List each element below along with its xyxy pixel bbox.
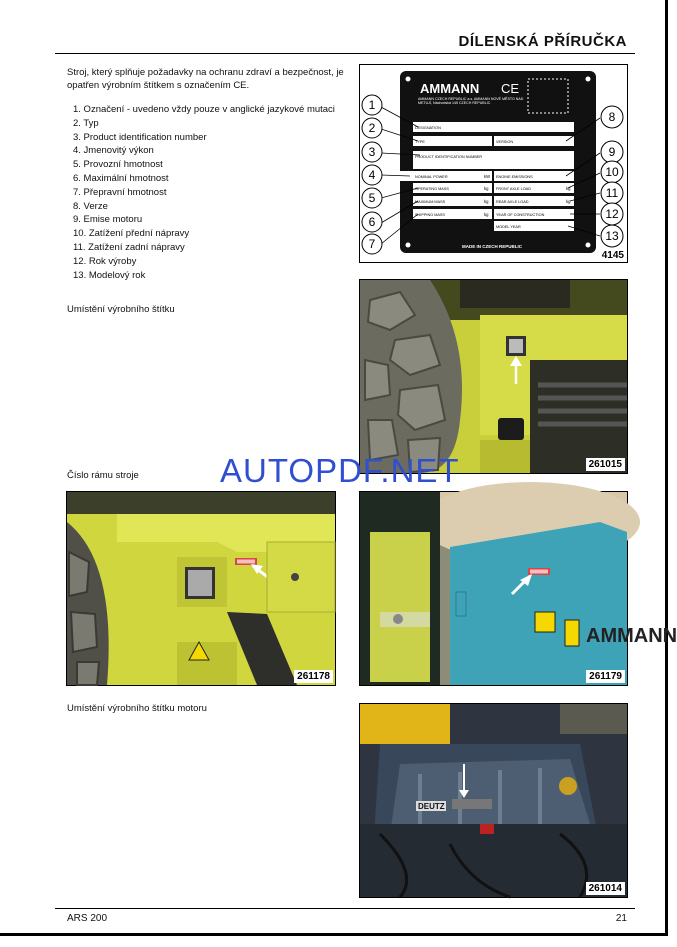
field-version: VERSION	[496, 140, 514, 144]
field-shipping: SHIPPING MASS	[415, 213, 445, 217]
legend-item: 10. Zatížení přední nápravy	[73, 228, 190, 240]
field-model-year: MODEL YEAR	[496, 225, 521, 229]
callout-8: 8	[608, 110, 616, 124]
legend-list	[73, 103, 335, 282]
callout-11: 11	[605, 186, 619, 200]
figure-number: 261178	[294, 670, 333, 683]
footer-model: ARS 200	[67, 913, 108, 924]
legend-item: 13. Modelový rok	[73, 269, 146, 281]
legend-item: 4. Jmenovitý výkon	[73, 145, 154, 157]
footer-rule	[55, 908, 635, 909]
field-shipping-unit: kg	[484, 212, 489, 217]
figure-number: 261014	[586, 882, 625, 895]
callout-2: 2	[368, 121, 376, 135]
plate-address: AMMANN CZECH REPUBLIC a.s. AMMANN NOVÉ MĚSTO NAD METUJÍ, Náchodská 145 CZECH REPUBLIC	[418, 97, 524, 106]
photo-plate-location	[359, 279, 628, 474]
callout-12: 12	[605, 207, 619, 221]
field-designation: DESIGNATION	[415, 126, 441, 130]
page-title: DÍLENSKÁ PŘÍRUČKA	[458, 33, 627, 50]
callout-1: 1	[368, 98, 376, 112]
photo-engine	[359, 703, 628, 898]
field-emission: ENGINE EMISSIONS	[496, 175, 533, 179]
legend-item: 11. Zatížení zadní nápravy	[73, 241, 185, 253]
field-operating-unit: kg	[484, 186, 489, 191]
ce-mark: CE	[501, 81, 520, 96]
made-in: MADE IN CZECH REPUBLIC	[462, 244, 523, 249]
legend-item: 8. Verze	[73, 200, 108, 212]
caption-plate-location: Umístění výrobního štítku	[67, 304, 175, 315]
watermark: AUTOPDF.NET	[220, 452, 460, 489]
legend-item: 1. Označení - uvedeno vždy pouze v anglické jazykové mutaci	[73, 104, 335, 115]
field-power-unit: kW	[484, 174, 491, 179]
legend-item: 6. Maximální hmotnost	[73, 172, 169, 184]
legend-item: 3. Product identification number	[73, 131, 207, 143]
field-operating: OPERATING MASS	[415, 187, 449, 191]
legend-item: 7. Přepravní hmotnost	[73, 186, 167, 198]
field-front-unit: kg	[566, 186, 571, 191]
field-rear-unit: kg	[566, 199, 571, 204]
header-rule	[55, 53, 635, 54]
intro-text: Stroj, který splňuje požadavky na ochranu zdraví a bezpečnost, je opatřen výrobním štítkem s označením CE.	[67, 67, 344, 91]
callout-10: 10	[605, 165, 619, 179]
callout-4: 4	[368, 168, 376, 182]
field-maximum: MAXIMUM MASS	[415, 200, 446, 204]
engine-brand-text: DEUTZ	[418, 802, 445, 811]
field-type: TYPE	[415, 140, 425, 144]
photo-frame-number	[66, 491, 336, 686]
field-front-axle: FRONT AXLE LOAD	[496, 187, 531, 191]
callout-6: 6	[368, 215, 376, 229]
plate-figure	[359, 64, 628, 263]
legend-item: 5. Provozní hmotnost	[73, 159, 163, 171]
photo-frame-number-image	[67, 492, 335, 685]
figure-number: 261179	[586, 670, 625, 683]
callout-9: 9	[608, 145, 616, 159]
field-year-construction: YEAR OF CONSTRUCTION	[496, 213, 545, 217]
callout-5: 5	[368, 191, 376, 205]
photo-drum-frame-image	[360, 492, 677, 685]
photo-engine-image	[360, 704, 627, 897]
caption-engine-plate: Umístění výrobního štítku motoru	[67, 703, 207, 714]
callout-13: 13	[605, 229, 619, 243]
legend-item: 9. Emise motoru	[73, 214, 143, 226]
photo-plate-location-image	[360, 280, 627, 473]
plate-drawing	[360, 65, 627, 262]
callout-3: 3	[368, 145, 376, 159]
field-maximum-unit: kg	[484, 199, 489, 204]
field-power: NOMINAL POWER	[415, 175, 448, 179]
field-rear-axle: REAR AXLE LOAD	[496, 200, 529, 204]
side-brand-text: AMMANN	[586, 625, 677, 647]
page-number: 21	[615, 913, 627, 924]
caption-frame-number: Číslo rámu stroje	[67, 470, 139, 481]
legend-item: 2. Typ	[73, 117, 99, 129]
legend-item: 12. Rok výroby	[73, 255, 137, 267]
figure-number: 261015	[586, 458, 625, 471]
photo-drum-frame	[359, 491, 677, 686]
plate-brand: AMMANN	[420, 81, 480, 96]
figure-number: 4145	[601, 250, 624, 261]
field-pin: PRODUCT IDENTIFICATION NUMBER	[415, 155, 483, 159]
callout-7: 7	[368, 237, 376, 251]
